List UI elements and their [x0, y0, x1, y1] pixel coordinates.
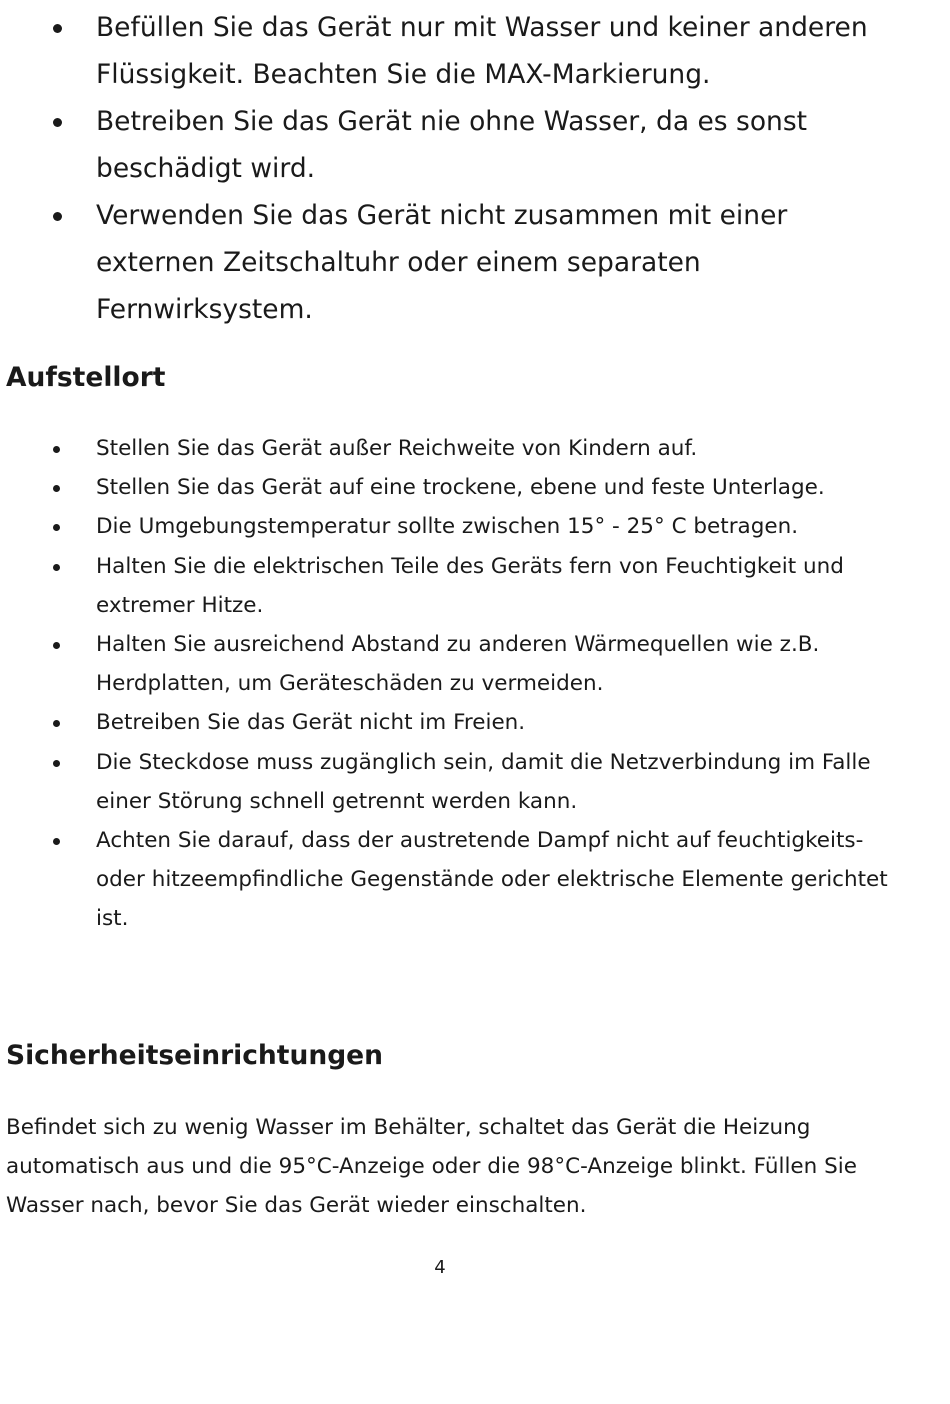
bullet-icon — [53, 642, 60, 649]
list-item-text: Die Steckdose muss zugänglich sein, damit die Netzverbindung im Falle einer Störung schnell getrennt werden kann. — [96, 749, 871, 814]
bullet-icon — [53, 485, 60, 492]
list-item — [0, 821, 950, 939]
list-item — [0, 429, 950, 468]
list-item — [0, 468, 950, 507]
safety-bullet-list — [0, 4, 950, 333]
section-heading-sicherheitseinrichtungen: Sicherheitseinrichtungen — [6, 1040, 384, 1071]
list-item-text: Die Umgebungstemperatur sollte zwischen 15° - 25° C betragen. — [96, 514, 799, 540]
bullet-icon — [53, 212, 62, 221]
bullet-icon — [53, 118, 62, 127]
list-item — [0, 4, 950, 98]
list-item — [0, 192, 950, 333]
list-item-text: Befüllen Sie das Gerät nur mit Wasser und keiner anderen Flüssigkeit. Beachten Sie die MAX-Markierung. — [96, 12, 868, 90]
section-heading-aufstellort: Aufstellort — [6, 362, 166, 393]
list-item — [0, 98, 950, 192]
list-item — [0, 743, 950, 821]
bullet-icon — [53, 720, 60, 727]
list-item-text: Halten Sie ausreichend Abstand zu anderen Wärmequellen wie z.B. Herdplatten, um Geräteschäden zu vermeiden. — [96, 632, 820, 697]
bullet-icon — [53, 446, 60, 453]
bullet-icon — [53, 838, 60, 845]
bullet-icon — [53, 24, 62, 33]
list-item-text: Stellen Sie das Gerät außer Reichweite von Kindern auf. — [96, 436, 698, 461]
list-item — [0, 703, 950, 742]
bullet-icon — [53, 760, 60, 767]
list-item-text: Betreiben Sie das Gerät nicht im Freien. — [96, 710, 526, 736]
list-item — [0, 507, 950, 546]
bullet-icon — [53, 564, 60, 571]
list-item-text: Halten Sie die elektrischen Teile des Geräts fern von Feuchtigkeit und extremer Hitze. — [96, 553, 844, 618]
sicherheit-paragraph: Befindet sich zu wenig Wasser im Behälter, schaltet das Gerät die Heizung automatisch aus und die 95°C-Anzeige oder die 98°C-Anzeige blinkt. Füllen Sie Wasser nach, bevor Sie das Gerät wieder einschalten. — [6, 1115, 857, 1218]
list-item-text: Stellen Sie das Gerät auf eine trockene, ebene und feste Unterlage. — [96, 475, 825, 501]
list-item — [0, 625, 950, 703]
bullet-icon — [53, 524, 60, 531]
list-item — [0, 547, 950, 625]
list-item-text: Verwenden Sie das Gerät nicht zusammen mit einer externen Zeitschaltuhr oder einem separaten Fernwirksystem. — [96, 200, 788, 325]
page-number: 4 — [434, 1257, 446, 1278]
list-item-text: Betreiben Sie das Gerät nie ohne Wasser, da es sonst beschädigt wird. — [96, 106, 808, 184]
aufstellort-bullet-list — [0, 429, 950, 939]
list-item-text: Achten Sie darauf, dass der austretende Dampf nicht auf feuchtigkeits- oder hitzeempfindliche Gegenstände oder elektrische Elemente gerichtet ist. — [96, 828, 888, 932]
